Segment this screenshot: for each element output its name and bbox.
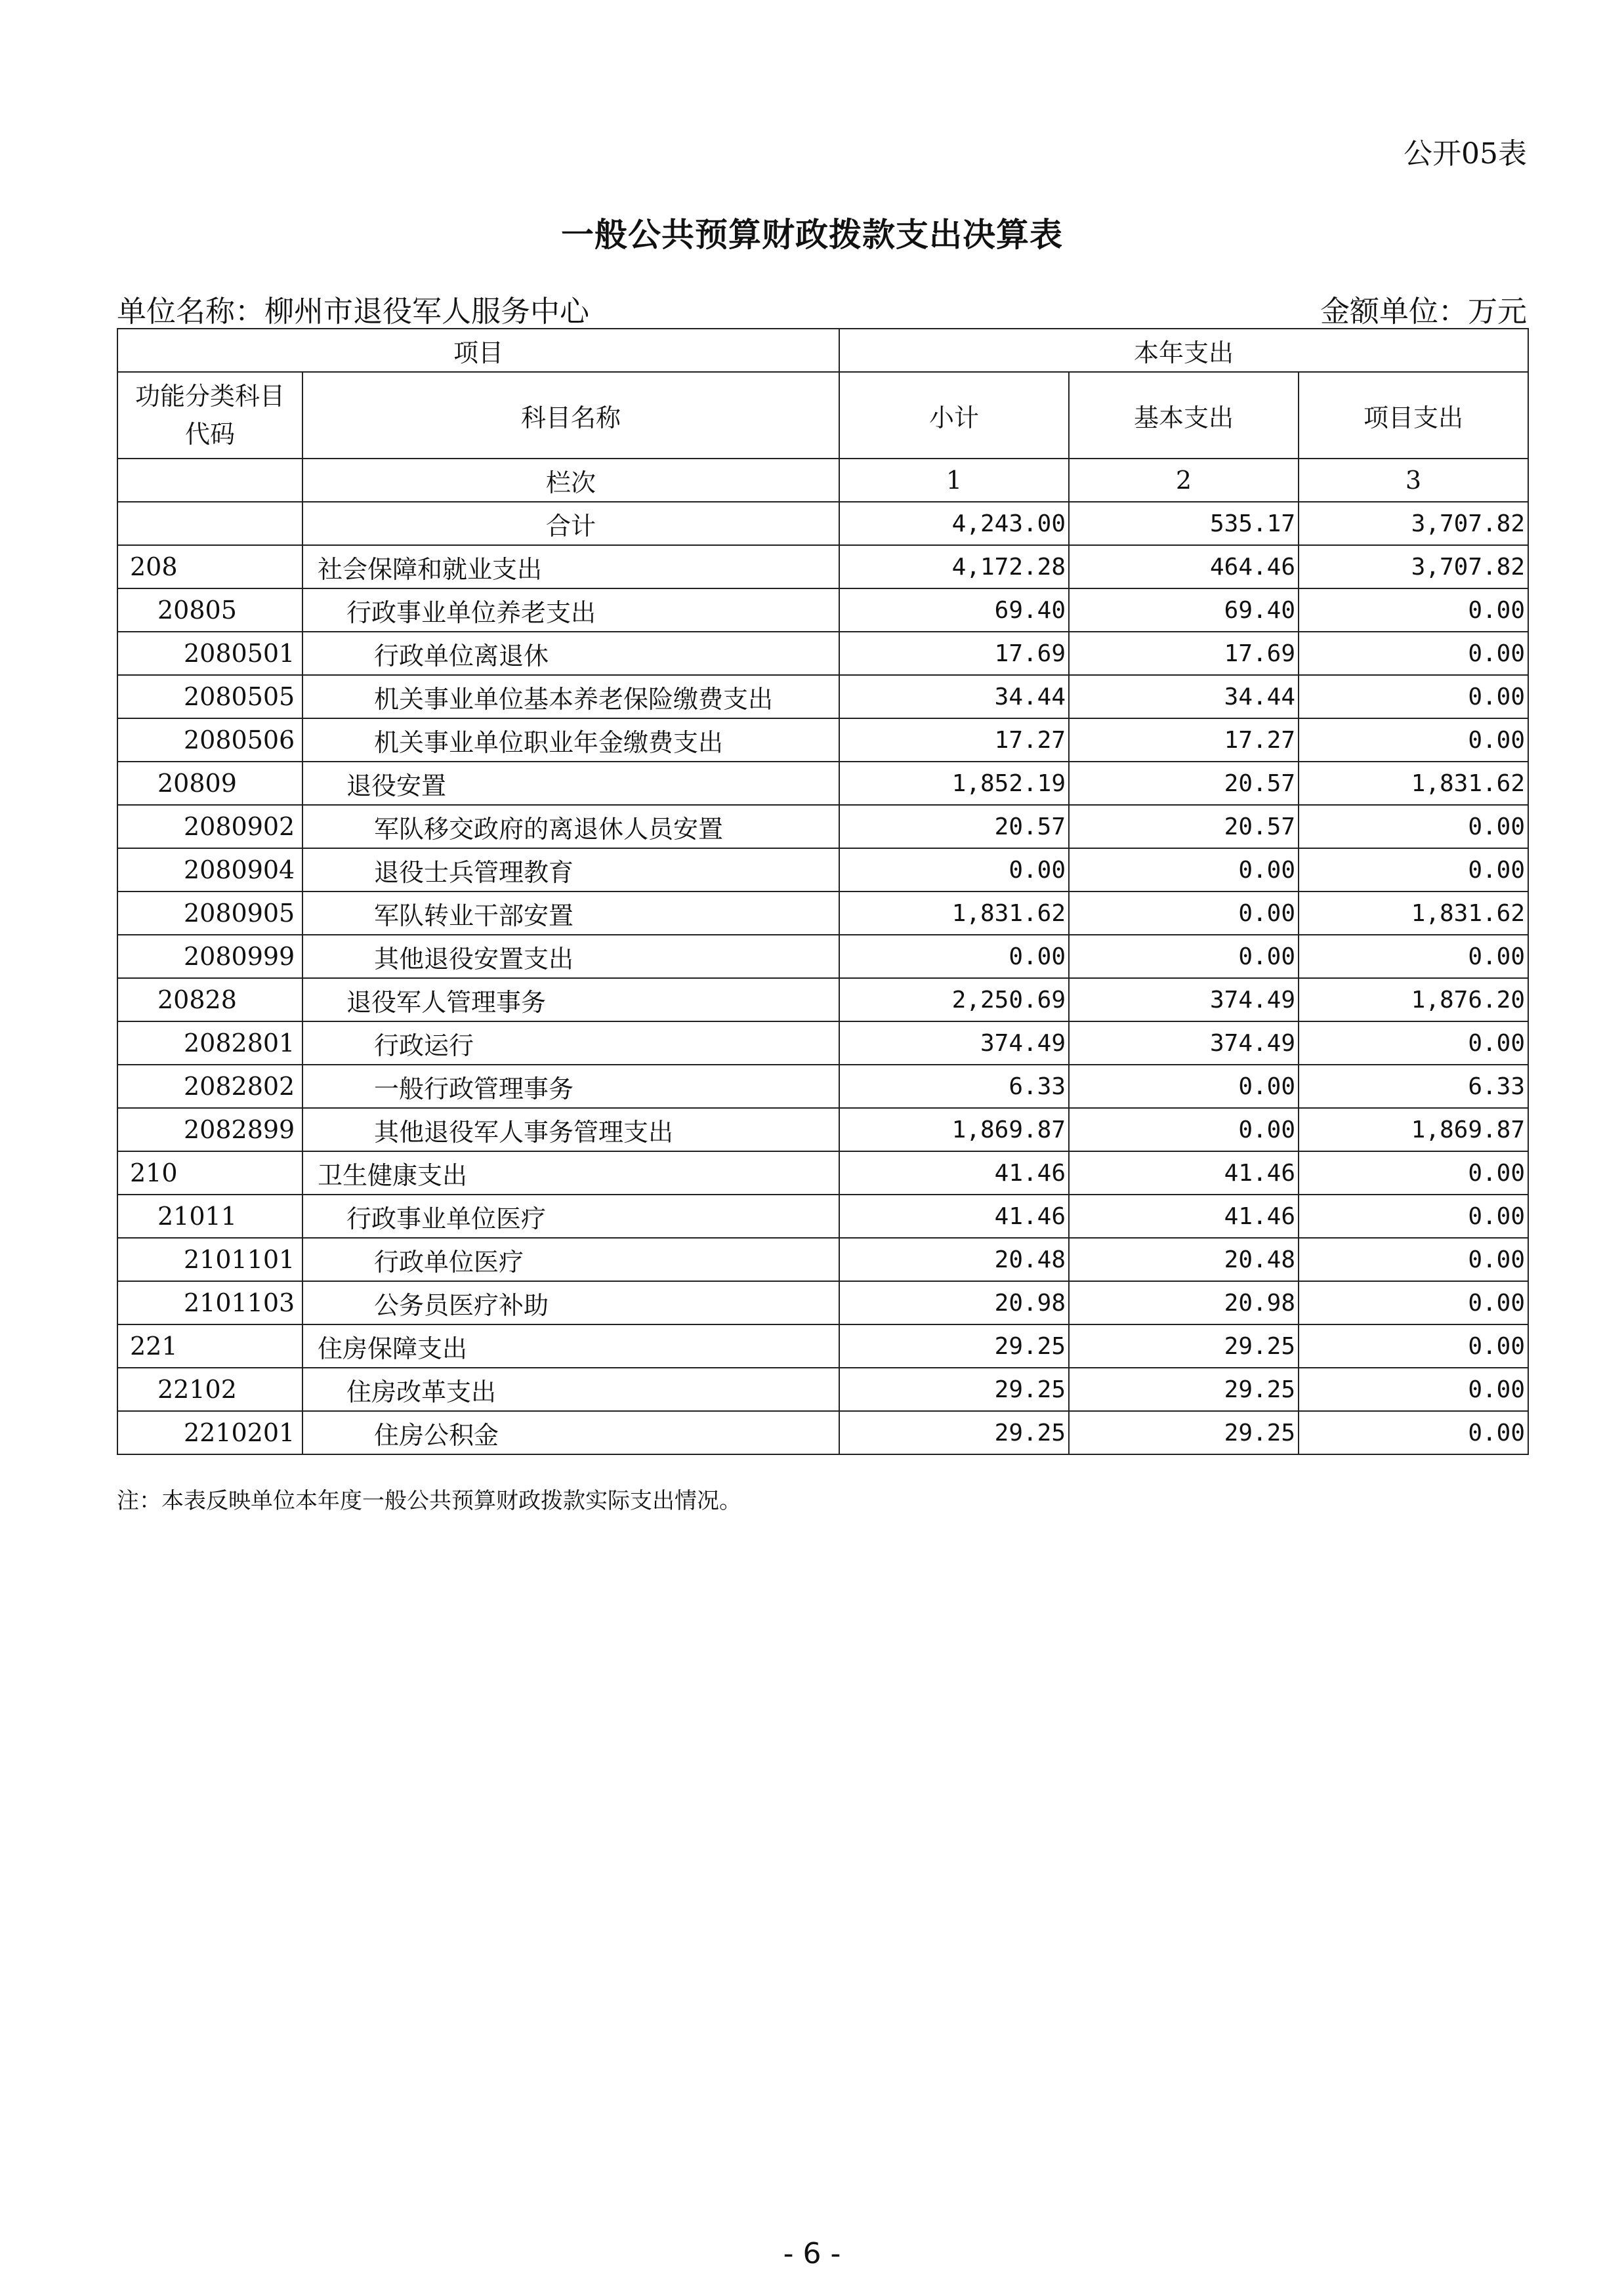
row-project: 0.00 [1299, 718, 1528, 762]
row-basic: 20.98 [1069, 1281, 1299, 1324]
row-code: 2080501 [117, 632, 302, 675]
table-row [117, 1065, 1528, 1108]
row-subtotal: 29.25 [839, 1411, 1069, 1454]
row-subtotal: 0.00 [839, 935, 1069, 978]
sequence-3: 3 [1299, 459, 1528, 502]
row-project: 0.00 [1299, 1238, 1528, 1281]
header-current-year-expense: 本年支出 [839, 329, 1528, 372]
row-code: 2080999 [117, 935, 302, 978]
row-subtotal: 4,172.28 [839, 545, 1069, 588]
row-project: 0.00 [1299, 1281, 1528, 1324]
row-name: 行政单位医疗 [302, 1238, 839, 1281]
row-code: 2080904 [117, 848, 302, 892]
row-project: 6.33 [1299, 1065, 1528, 1108]
row-subtotal: 29.25 [839, 1324, 1069, 1368]
row-code: 2082802 [117, 1065, 302, 1108]
row-name: 行政事业单位养老支出 [302, 588, 839, 632]
row-project: 0.00 [1299, 588, 1528, 632]
table-row [117, 632, 1528, 675]
row-code: 210 [117, 1151, 302, 1195]
header-subtotal: 小计 [839, 372, 1069, 459]
table-row [117, 1151, 1528, 1195]
row-basic: 17.69 [1069, 632, 1299, 675]
row-basic: 0.00 [1069, 892, 1299, 935]
table-row [117, 1238, 1528, 1281]
row-code: 2101103 [117, 1281, 302, 1324]
row-code: 2082801 [117, 1021, 302, 1065]
header-code: 功能分类科目代码 [117, 372, 302, 459]
sequence-label: 栏次 [302, 459, 839, 502]
row-project: 0.00 [1299, 1411, 1528, 1454]
row-basic: 0.00 [1069, 848, 1299, 892]
row-basic: 374.49 [1069, 978, 1299, 1021]
row-code: 2101101 [117, 1238, 302, 1281]
table-row [117, 718, 1528, 762]
row-code: 2080905 [117, 892, 302, 935]
row-subtotal: 69.40 [839, 588, 1069, 632]
row-basic: 374.49 [1069, 1021, 1299, 1065]
row-name: 退役安置 [302, 762, 839, 805]
table-row [117, 545, 1528, 588]
sequence-blank [117, 459, 302, 502]
row-basic: 29.25 [1069, 1324, 1299, 1368]
row-code: 2082899 [117, 1108, 302, 1151]
row-code: 21011 [117, 1195, 302, 1238]
row-project: 1,831.62 [1299, 762, 1528, 805]
header-basic: 基本支出 [1069, 372, 1299, 459]
page-number: - 6 - [783, 2237, 841, 2270]
table-row [117, 1195, 1528, 1238]
row-basic: 0.00 [1069, 935, 1299, 978]
row-project: 0.00 [1299, 1368, 1528, 1411]
table-row [117, 675, 1528, 718]
row-name: 公务员医疗补助 [302, 1281, 839, 1324]
row-project: 1,831.62 [1299, 892, 1528, 935]
row-subtotal: 1,831.62 [839, 892, 1069, 935]
row-code: 208 [117, 545, 302, 588]
row-basic: 69.40 [1069, 588, 1299, 632]
row-code: 20805 [117, 588, 302, 632]
row-basic: 41.46 [1069, 1195, 1299, 1238]
sequence-2: 2 [1069, 459, 1299, 502]
total-basic: 535.17 [1069, 502, 1299, 545]
row-name: 其他退役军人事务管理支出 [302, 1108, 839, 1151]
row-project: 0.00 [1299, 1151, 1528, 1195]
table-row [117, 762, 1528, 805]
row-name: 住房保障支出 [302, 1324, 839, 1368]
total-row [117, 502, 1528, 545]
row-basic: 41.46 [1069, 1151, 1299, 1195]
row-project: 0.00 [1299, 675, 1528, 718]
row-subtotal: 1,852.19 [839, 762, 1069, 805]
row-name: 一般行政管理事务 [302, 1065, 839, 1108]
row-subtotal: 29.25 [839, 1368, 1069, 1411]
row-subtotal: 34.44 [839, 675, 1069, 718]
row-name: 其他退役安置支出 [302, 935, 839, 978]
table-row [117, 978, 1528, 1021]
row-name: 行政单位离退休 [302, 632, 839, 675]
header-item: 项目 [117, 329, 839, 372]
row-project: 1,876.20 [1299, 978, 1528, 1021]
table-row [117, 588, 1528, 632]
row-project: 1,869.87 [1299, 1108, 1528, 1151]
table-row [117, 848, 1528, 892]
form-id: 公开05表 [1404, 137, 1527, 171]
row-subtotal: 17.27 [839, 718, 1069, 762]
row-subtotal: 374.49 [839, 1021, 1069, 1065]
header-name: 科目名称 [302, 372, 839, 459]
table-row [117, 1281, 1528, 1324]
total-blank [117, 502, 302, 545]
table-row [117, 1108, 1528, 1151]
table-row [117, 805, 1528, 848]
row-basic: 34.44 [1069, 675, 1299, 718]
header-row-group [117, 329, 1528, 372]
unit-name: 单位名称：柳州市退役军人服务中心 [117, 294, 590, 329]
row-name: 住房改革支出 [302, 1368, 839, 1411]
row-name: 军队转业干部安置 [302, 892, 839, 935]
row-code: 2080505 [117, 675, 302, 718]
row-project: 0.00 [1299, 805, 1528, 848]
row-name: 机关事业单位职业年金缴费支出 [302, 718, 839, 762]
row-project: 0.00 [1299, 1195, 1528, 1238]
row-basic: 0.00 [1069, 1108, 1299, 1151]
table-row [117, 1411, 1528, 1454]
row-project: 0.00 [1299, 848, 1528, 892]
table-row [117, 935, 1528, 978]
row-subtotal: 2,250.69 [839, 978, 1069, 1021]
row-basic: 17.27 [1069, 718, 1299, 762]
row-basic: 29.25 [1069, 1368, 1299, 1411]
row-subtotal: 20.98 [839, 1281, 1069, 1324]
table-row [117, 1324, 1528, 1368]
row-basic: 20.48 [1069, 1238, 1299, 1281]
row-code: 20809 [117, 762, 302, 805]
row-name: 退役士兵管理教育 [302, 848, 839, 892]
row-name: 退役军人管理事务 [302, 978, 839, 1021]
row-code: 2210201 [117, 1411, 302, 1454]
table-note: 注：本表反映单位本年度一般公共预算财政拨款实际支出情况。 [117, 1488, 741, 1514]
row-basic: 20.57 [1069, 805, 1299, 848]
document-title: 一般公共预算财政拨款支出决算表 [561, 215, 1063, 254]
header-row-columns [117, 372, 1528, 459]
expenditure-table [117, 328, 1529, 1455]
row-subtotal: 20.48 [839, 1238, 1069, 1281]
sequence-row [117, 459, 1528, 502]
row-subtotal: 1,869.87 [839, 1108, 1069, 1151]
row-basic: 29.25 [1069, 1411, 1299, 1454]
row-code: 20828 [117, 978, 302, 1021]
row-project: 0.00 [1299, 935, 1528, 978]
row-name: 住房公积金 [302, 1411, 839, 1454]
row-basic: 464.46 [1069, 545, 1299, 588]
table-row [117, 1368, 1528, 1411]
header-project: 项目支出 [1299, 372, 1528, 459]
total-label: 合计 [302, 502, 839, 545]
table-row [117, 1021, 1528, 1065]
row-subtotal: 17.69 [839, 632, 1069, 675]
row-code: 2080902 [117, 805, 302, 848]
row-name: 行政运行 [302, 1021, 839, 1065]
row-subtotal: 41.46 [839, 1195, 1069, 1238]
row-subtotal: 41.46 [839, 1151, 1069, 1195]
total-project: 3,707.82 [1299, 502, 1528, 545]
row-name: 社会保障和就业支出 [302, 545, 839, 588]
row-name: 机关事业单位基本养老保险缴费支出 [302, 675, 839, 718]
row-subtotal: 0.00 [839, 848, 1069, 892]
row-project: 0.00 [1299, 1324, 1528, 1368]
row-code: 2080506 [117, 718, 302, 762]
row-code: 221 [117, 1324, 302, 1368]
row-project: 3,707.82 [1299, 545, 1528, 588]
row-code: 22102 [117, 1368, 302, 1411]
row-project: 0.00 [1299, 1021, 1528, 1065]
row-name: 军队移交政府的离退休人员安置 [302, 805, 839, 848]
row-basic: 20.57 [1069, 762, 1299, 805]
row-project: 0.00 [1299, 632, 1528, 675]
row-name: 行政事业单位医疗 [302, 1195, 839, 1238]
sequence-1: 1 [839, 459, 1069, 502]
amount-unit: 金额单位：万元 [1320, 294, 1527, 329]
row-subtotal: 20.57 [839, 805, 1069, 848]
row-basic: 0.00 [1069, 1065, 1299, 1108]
total-subtotal: 4,243.00 [839, 502, 1069, 545]
row-subtotal: 6.33 [839, 1065, 1069, 1108]
table-row [117, 892, 1528, 935]
row-name: 卫生健康支出 [302, 1151, 839, 1195]
